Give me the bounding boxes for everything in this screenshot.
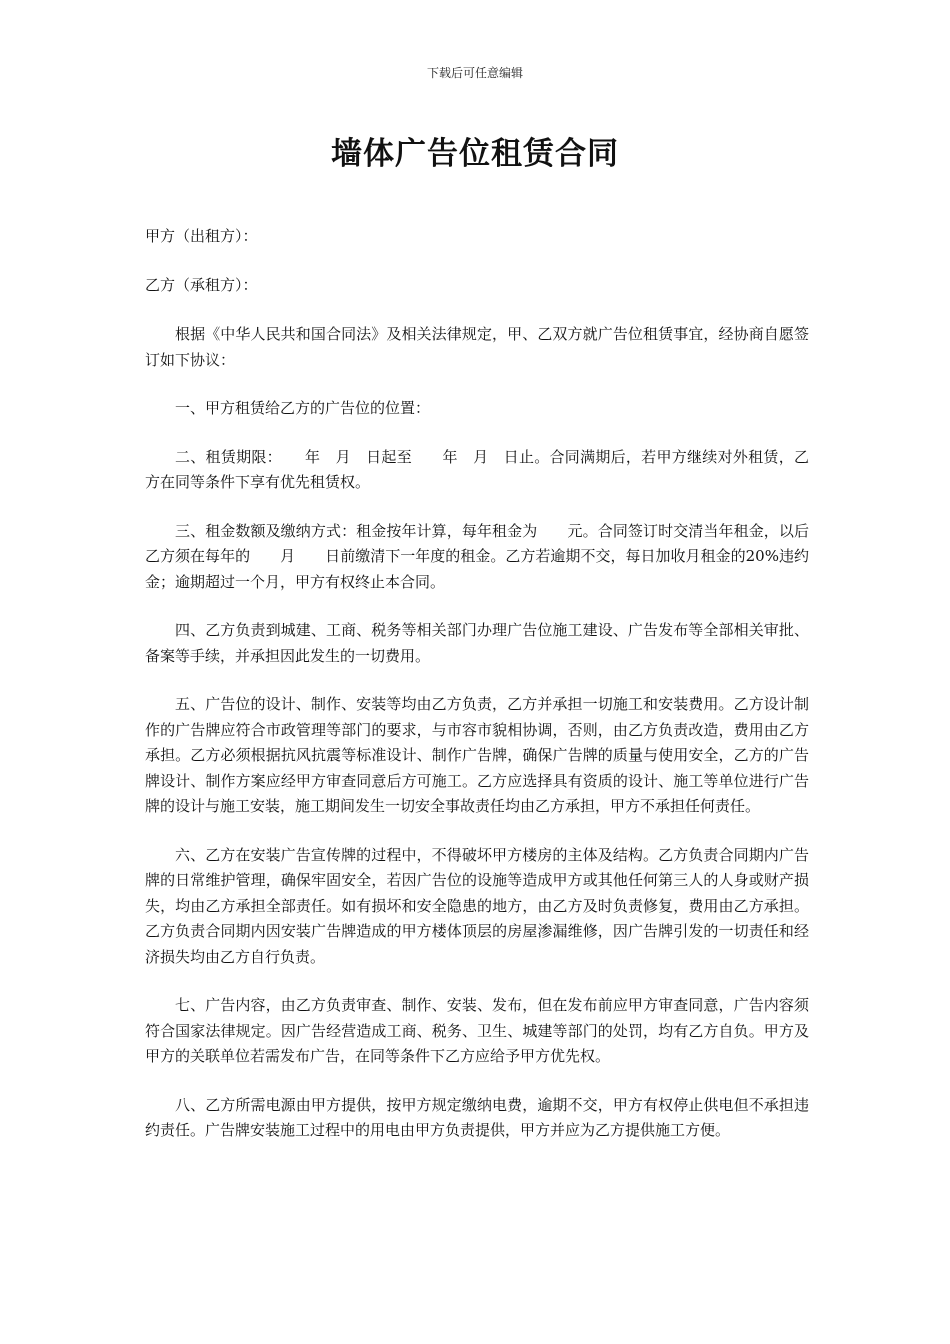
- clause-2: 二、租赁期限： 年 月 日起至 年 月 日止。合同满期后，若甲方继续对外租赁，乙方在同等条件下享有优先租赁权。: [145, 447, 809, 491]
- clause-4: 四、乙方负责到城建、工商、税务等相关部门办理广告位施工建设、广告发布等全部相关审批、备案等手续，并承担因此发生的一切费用。: [145, 621, 809, 665]
- clause-5: 五、广告位的设计、制作、安装等均由乙方负责，乙方并承担一切施工和安装费用。乙方设计制作的广告牌应符合市政管理等部门的要求，与市容市貌相协调，否则，由乙方负责改造，费用由乙方承担。乙方必须根据抗风抗震等标准设计、制作广告牌，确保广告牌的质量与使用安全，乙方的广告牌设计、制作方案应经甲方审查同意后方可施工。乙方应选择具有资质的设计、施工等单位进行广告牌的设计与施工安装，施工期间发生一切安全事故责任均由乙方承担，甲方不承担任何责任。: [145, 695, 809, 815]
- document-body: [145, 224, 809, 1167]
- party-b-line: 乙方（承租方）：: [145, 276, 258, 294]
- document-title: 墙体广告位租赁合同: [331, 136, 619, 172]
- clause-7: 七、广告内容，由乙方负责审查、制作、安装、发布，但在发布前应甲方审查同意，广告内容须符合国家法律规定。因广告经营造成工商、税务、卫生、城建等部门的处罚，均有乙方自负。甲方及甲方的关联单位若需发布广告，在同等条件下乙方应给予甲方优先权。: [145, 996, 809, 1065]
- clause-8: 八、乙方所需电源由甲方提供，按甲方规定缴纳电费，逾期不交，甲方有权停止供电但不承担违约责任。广告牌安装施工过程中的用电由甲方负责提供，甲方并应为乙方提供施工方便。: [145, 1095, 809, 1139]
- clause-3: 三、租金数额及缴纳方式：租金按年计算，每年租金为 元。合同签订时交清当年租金，以后乙方须在每年的 月 日前缴清下一年度的租金。乙方若逾期不交，每日加收月租金的20%违约金；逾期超过一个月，甲方有权终止本合同。: [145, 521, 809, 591]
- clause-1: 一、甲方租赁给乙方的广告位的位置：: [175, 399, 431, 417]
- party-a-line: 甲方（出租方）：: [145, 227, 258, 245]
- header-note: 下载后可任意编辑: [426, 66, 523, 80]
- preamble-paragraph: 根据《中华人民共和国合同法》及相关法律规定，甲、乙双方就广告位租赁事宜，经协商自愿签订如下协议：: [145, 325, 809, 369]
- clause-6: 六、乙方在安装广告宣传牌的过程中，不得破坏甲方楼房的主体及结构。乙方负责合同期内广告牌的日常维护管理，确保牢固安全，若因广告位的设施等造成甲方或其他任何第三人的人身或财产损失，均由乙方承担全部责任。如有损坏和安全隐患的地方，由乙方及时负责修复，费用由乙方承担。乙方负责合同期内因安装广告牌造成的甲方楼体顶层的房屋渗漏维修，因广告牌引发的一切责任和经济损失均由乙方自行负责。: [145, 845, 809, 966]
